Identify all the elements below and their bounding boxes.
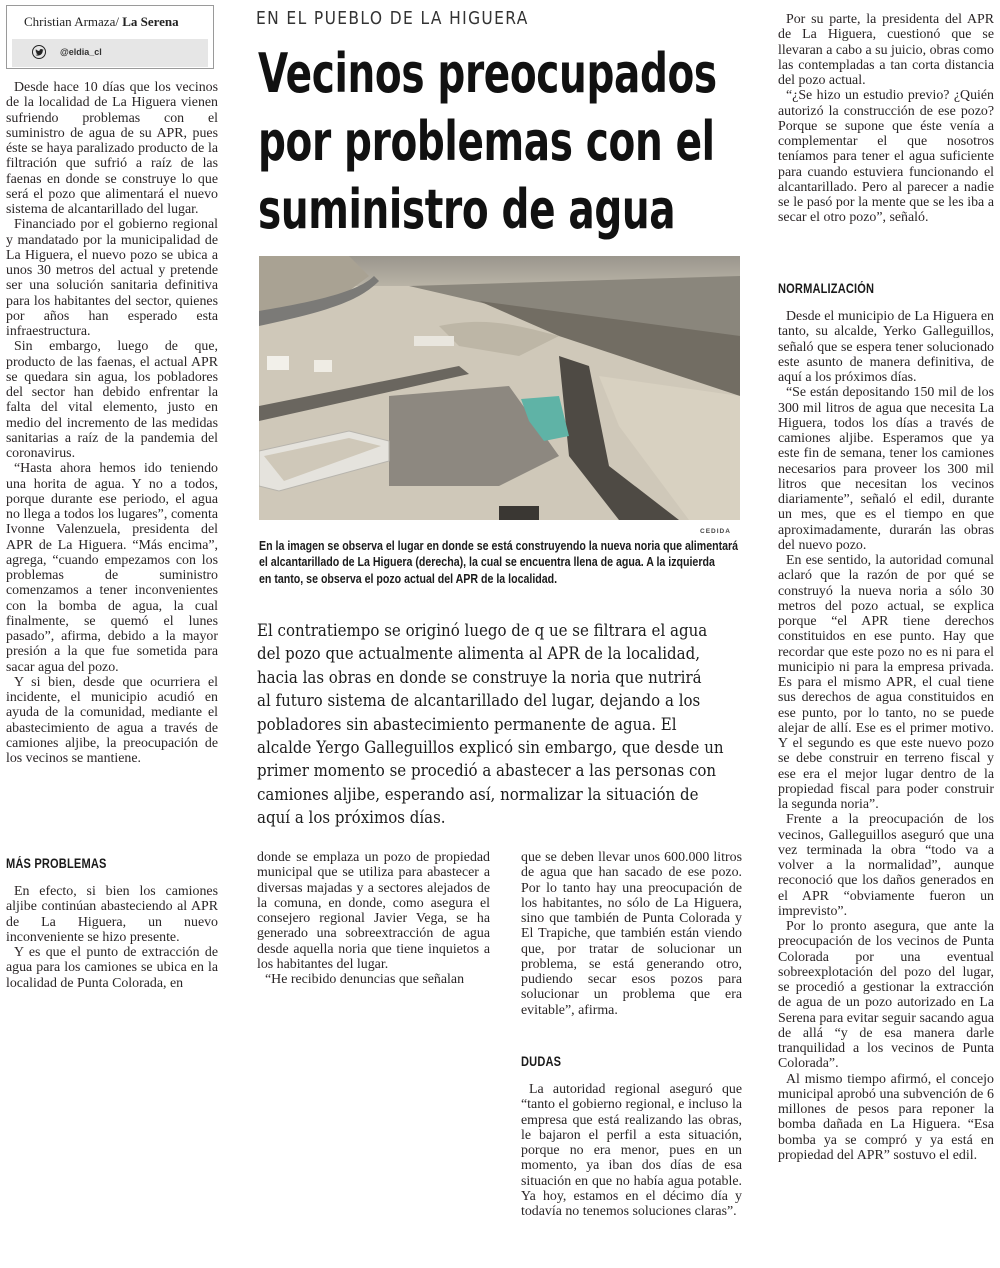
paragraph: Frente a la preocupación de los vecinos, Galleguillos aseguró que una vez terminada la obra “todo va a volver a la normalidad”, aunque reconoció que los daños generados en el APR “obviamente fueron un imprevisto”. [778, 812, 994, 919]
paragraph: Y es que el punto de extracción de agua para los camiones se ubica en la localidad de Punta Colorada, en [6, 945, 218, 991]
headline-line: por problemas con el [258, 110, 715, 173]
paragraph: Desde el municipio de La Higuera en tanto, su alcalde, Yerko Galleguillos, señaló que se espera tener solucionado este asunto de manera definitiva, de aquí a los próximos días. [778, 309, 994, 385]
column-2 [257, 850, 490, 987]
column-4 [778, 12, 994, 226]
column-1 [6, 80, 218, 766]
caption-line: en tanto, se observa el pozo actual del APR de la localidad. [259, 570, 558, 586]
lead-line: alcalde Yergo Galleguillos explicó sin embargo, que desde un [257, 738, 724, 758]
paragraph: En ese sentido, la autoridad comunal aclaró que la razón de por qué se construyó la nueva noria a sólo 30 metros del pozo actual, se explica porque “el APR tiene derechos constituidos en ese punto. Hay que recordar que este pozo no es ni para el municipio ni para la empresa privada. Es para el mismo APR, el cual tiene sus derechos de agua constituidos en ese punto, por lo tanto, no se puede alejar de allí. Ese es el primer motivo. Y el segundo es que este nuevo pozo se debe construir en terreno fiscal y ese era el mejor lugar dentro de la propiedad fiscal para poder construir la segunda noria”. [778, 553, 994, 812]
twitter-handle[interactable]: @eldia_cl [60, 47, 102, 57]
byline-social-bar [12, 39, 208, 67]
paragraph: En efecto, si bien los camiones aljibe continúan abasteciendo al APR de La Higuera, un nuevo inconveniente se hizo presente. [6, 884, 218, 945]
paragraph: que se deben llevar unos 600.000 litros de agua que han sacado de ese pozo. Por lo tanto hay una preocupación de los habitantes, no sólo de La Higuera, sino que también de Punta Colorada y El Trapiche, que también están viendo que, por tratar de solucionar un problema, se está generando otro, pudiendo secar esos pozos para solucionar un problema que era evitable”, afirma. [521, 850, 742, 1018]
paragraph: Sin embargo, luego de que, producto de las faenas, el actual APR se quedara sin agua, los pobladores del sector han debido enfrentar la falta del vital elemento, justo en medio del incremento de las medidas sanitarias a raíz de la pandemia del coronavirus. [6, 339, 218, 461]
twitter-icon [32, 45, 46, 59]
byline-box [6, 5, 214, 69]
byline-author: Christian Armaza/ La Serena [24, 14, 179, 29]
kicker: EN EL PUEBLO DE LA HIGUERA [256, 8, 529, 29]
lead-line: camiones aljibe, esperando así, normalizar la situación de [257, 784, 699, 804]
paragraph: “¿Se hizo un estudio previo? ¿Quién autorizó la construcción de ese pozo? Porque se supone que éste venía a complementar el que nosotros teníamos para tener el agua suficiente para cuando estuviera funcionando el alcantarillado. Pero al parecer a nadie se le pasó por la mente que se les iba a secar el otro pozo”, señaló. [778, 88, 994, 226]
lead-line: pobladores sin abastecimiento permanente de agua. El [257, 714, 677, 734]
paragraph: Desde hace 10 días que los vecinos de la localidad de La Higuera vienen sufriendo problemas con el suministro de agua de su APR, pues éste se haya paralizado producto de la filtración que sufrió a raíz de las faenas en donde se construye lo que será el pozo que alimentará el nuevo sistema de alcantarillado del lugar. [6, 80, 218, 217]
paragraph: Por su parte, la presidenta del APR de La Higuera, cuestionó que se llevaran a cabo a su juicio, obras como las contempladas a tan corta distancia del pozo actual. [778, 12, 994, 88]
column-1-continued [6, 884, 218, 991]
lead-line: hacia las obras en donde se construye la noria que nutrirá [257, 667, 702, 687]
article-photo [259, 256, 740, 520]
paragraph: Y si bien, desde que ocurriera el incidente, el municipio acudió en ayuda de la comunidad, mediante el abastecimiento de agua a través de camiones aljibe, la preocupación de los vecinos se mantiene. [6, 674, 218, 766]
headline [258, 40, 717, 244]
headline-line: Vecinos preocupados [258, 42, 717, 105]
lead-line: primer momento se procedió a abastecer a las personas con [257, 761, 717, 781]
column-3-continued [521, 1082, 742, 1219]
lead-paragraph [257, 619, 728, 830]
caption-line: el alcantarillado de La Higuera (derecha), la cual se encuentra llena de agua. A la izquierda [259, 554, 715, 570]
subhead-normalizacion: NORMALIZACIÓN [778, 281, 875, 296]
column-4-continued [778, 309, 994, 1163]
lead-line: aquí a los próximos días. [257, 808, 446, 828]
subhead-mas-problemas: MÁS PROBLEMAS [6, 856, 107, 871]
paragraph: donde se emplaza un pozo de propiedad municipal que se utiliza para abastecer a diversas majadas y a sectores alejados de la comuna, en donde, como asegura el consejero regional Javier Vega, se ha generado una sobreextracción de agua desde aquella noria que tiene inquietos a los habitantes del lugar. [257, 850, 490, 972]
photo-credit: CEDIDA [700, 528, 731, 535]
caption-line: En la imagen se observa el lugar en donde se está construyendo la nueva noria que alimentará [259, 538, 739, 553]
paragraph: “Se están depositando 150 mil de los 300 mil litros de agua que necesita La Higuera, todos los días a través de camiones aljibe. Esperamos que ya este fin de semana, tener los camiones necesarios para proveer los 300 mil litros que necesitan los vecinos diariamente”, señaló el edil, durante un mes, que es el tiempo en que aproximadamente, durarán las obras del nuevo pozo. [778, 385, 994, 553]
photo-caption [259, 538, 742, 587]
subhead-dudas: DUDAS [521, 1054, 562, 1069]
paragraph: “Hasta ahora hemos ido teniendo una horita de agua. Y no a todos, porque durante ese periodo, el agua no llega a todos los lugares”, comenta Ivonne Valenzuela, presidenta del APR de La Higuera. “Más encima”, agrega, “cuando empezamos con los problemas de suministro comenzamos a tener inconvenientes con la bomba de agua, la cual finalmente, se quemó el lunes pasado”, afirma, debido a la mayor presión a la que fue sometida para sacar agua del pozo. [6, 461, 218, 675]
aerial-photo-illustration [259, 256, 740, 520]
paragraph: La autoridad regional aseguró que “tanto el gobierno regional, e incluso la empresa que está realizando las obras, le bajaron el perfil a esta situación, porque no era menor, pues en un momento, ya iban dos días de esa situación en que no había agua potable. Ya hoy, estamos en el décimo día y todavía no tenemos soluciones claras”. [521, 1082, 742, 1219]
paragraph: Por lo pronto asegura, que ante la preocupación de los vecinos de Punta Colorada por una eventual sobreexplotación del pozo del lugar, se procedió a gestionar la extracción de agua de un pozo autorizado en La Serena para evitar seguir sacando agua de allá “y de esa manera darle tranquilidad a los vecinos de Punta Colorada”. [778, 919, 994, 1072]
paragraph: Al mismo tiempo afirmó, el concejo municipal aprobó una subvención de 6 millones de pesos para reponer la bomba dañada en La Higuera. “Esa bomba ya se compró y ya está en propiedad del APR” sostuvo el edil. [778, 1071, 994, 1163]
byline-location: La Serena [122, 14, 179, 29]
lead-line: al futuro sistema de alcantarillado del lugar, dejando a los [257, 691, 701, 711]
paragraph: Financiado por el gobierno regional y mandatado por la municipalidad de La Higuera, el nuevo pozo se ubica a unos 30 metros del actual y pretende ser una solución sanitaria definitiva para los habitantes del sector, quienes por años han esperado esta infraestructura. [6, 217, 218, 339]
lead-line: del pozo que actualmente alimenta al APR de la localidad, [257, 644, 700, 664]
paragraph: “He recibido denuncias que señalan [265, 972, 465, 987]
column-3 [521, 850, 742, 1018]
lead-line: El contratiempo se originó luego de q ue se filtrara el agua [257, 621, 708, 640]
headline-line: suministro de agua [258, 178, 676, 241]
